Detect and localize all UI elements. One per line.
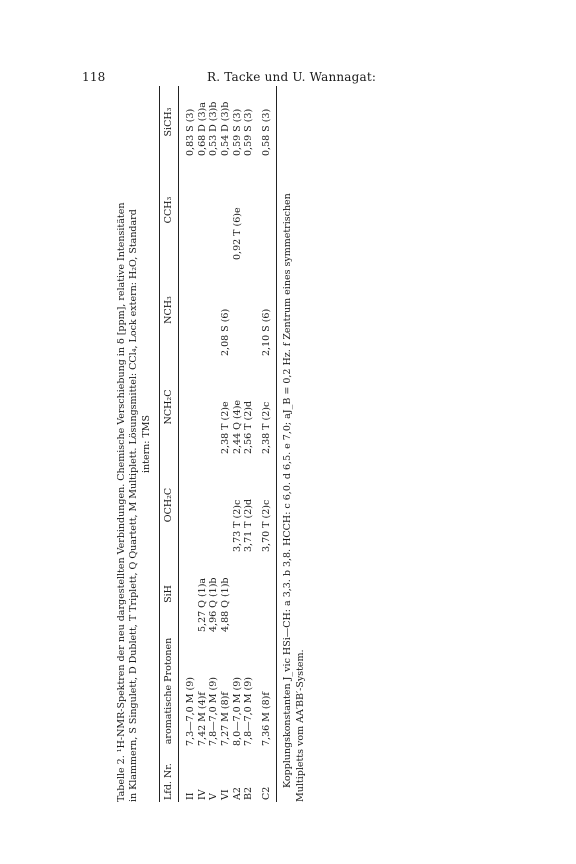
cell-sich3: 0,59 S (3) bbox=[243, 108, 255, 156]
cell-cch3 bbox=[243, 158, 255, 262]
col-header-nr: Lfd. Nr. bbox=[160, 748, 179, 802]
cell-sich3: 0,59 S (3) bbox=[231, 108, 243, 156]
cell-cch3 bbox=[220, 158, 232, 262]
cell-nr: VI bbox=[220, 789, 231, 800]
cell-aromatic: 7,27 M (8)f bbox=[220, 692, 231, 746]
cell-nch3 bbox=[197, 262, 209, 358]
cell-aromatic: 7,8—7,0 M (9) bbox=[243, 677, 255, 746]
cell-cch3: 0,92 T (6)e bbox=[231, 207, 243, 260]
rotated-table-block bbox=[116, 86, 364, 802]
table-row bbox=[243, 86, 255, 802]
cell-cch3 bbox=[179, 158, 197, 262]
cell-nch2c bbox=[179, 358, 197, 456]
table-row bbox=[220, 86, 232, 802]
table-row bbox=[208, 86, 220, 802]
cell-sih: 5,27 Q (1)a bbox=[196, 577, 208, 632]
cell-nr: A2 bbox=[231, 787, 243, 800]
cell-sih bbox=[243, 554, 255, 634]
cell-nch3: 2,08 S (6) bbox=[220, 308, 231, 356]
cell-nch2c bbox=[197, 358, 209, 456]
cell-nch3 bbox=[179, 262, 197, 358]
table-row bbox=[232, 86, 244, 802]
cell-aromatic: 7,8—7,0 M (9) bbox=[208, 677, 220, 746]
cell-aromatic: 7,3—7,0 M (9) bbox=[185, 677, 197, 746]
caption-line-3: intern: TMS bbox=[140, 414, 152, 474]
cell-sich3: 0,53 D (3)b bbox=[208, 101, 220, 156]
cell-nch2c bbox=[208, 358, 220, 456]
cell-och2c bbox=[179, 456, 197, 554]
caption-line-2: in Klammern, S Singulett, D Dublett, T Triplett, Q Quartett, M Multiplett. Lösungsmittel: CCl₄, Lock extern: H₂O, Standard bbox=[128, 209, 140, 802]
footnote-line-2: Multipletts vom AA′BB′-System. bbox=[294, 649, 306, 802]
col-header-och2c: OCH₂C bbox=[160, 456, 179, 554]
col-header-nch3: NCH₃ bbox=[160, 262, 179, 358]
cell-och2c: 3,70 T (2)c bbox=[255, 456, 277, 554]
cell-sich3: 0,54 D (3)b bbox=[220, 101, 231, 156]
col-header-cch3: CCH₃ bbox=[160, 158, 179, 262]
table-footnote bbox=[282, 86, 307, 802]
cell-nch2c: 2,38 T (2)e bbox=[220, 401, 231, 454]
table-caption bbox=[116, 86, 153, 802]
cell-nr: V bbox=[208, 793, 220, 800]
cell-nch2c: 2,38 T (2)c bbox=[255, 358, 277, 456]
col-header-sih: SiH bbox=[160, 554, 179, 634]
table-row bbox=[255, 86, 277, 802]
page-number: 118 bbox=[82, 70, 106, 84]
cell-sich3: 0,83 S (3) bbox=[185, 108, 197, 156]
cell-och2c: 3,71 T (2)d bbox=[243, 498, 255, 552]
cell-nch3 bbox=[243, 262, 255, 358]
cell-nr: II bbox=[185, 792, 197, 800]
cell-och2c bbox=[220, 456, 232, 554]
cell-sih bbox=[232, 554, 244, 634]
caption-line-1: Tabelle 2. ¹H-NMR-Spektren der neu dargestellten Verbindungen. Chemische Verschiebung in δ [ppm], relative Intensitäten bbox=[116, 202, 127, 802]
cell-nch3 bbox=[208, 262, 220, 358]
cell-och2c bbox=[208, 456, 220, 554]
cell-cch3 bbox=[208, 158, 220, 262]
footnote-line-1: Kopplungskonstanten J_vic HSi—CH: a 3,3. b 3,8. HCCH: c 6,0. d 6,5. e 7,0; aJ_B = 0,2 Hz. f Zentrum eines symmetrischen bbox=[282, 193, 294, 788]
cell-och2c: 3,73 T (2)c bbox=[231, 499, 243, 552]
table-row bbox=[179, 86, 197, 802]
cell-nr: IV bbox=[196, 789, 208, 800]
cell-sih bbox=[255, 554, 277, 634]
cell-sih: 4,88 Q (1)b bbox=[220, 577, 231, 632]
cell-nr: B2 bbox=[243, 786, 255, 800]
cell-aromatic: 7,42 M (4)f bbox=[196, 692, 208, 746]
cell-sih: 4,96 Q (1)b bbox=[208, 577, 220, 632]
col-header-aromatic: aromatische Protonen bbox=[160, 634, 179, 748]
cell-nch2c: 2,44 Q (4)e bbox=[231, 399, 243, 454]
cell-och2c bbox=[197, 456, 209, 554]
cell-aromatic: 8,0—7,0 M (9) bbox=[231, 677, 243, 746]
cell-sich3: 0,68 D (3)a bbox=[196, 102, 208, 156]
col-header-nch2c: NCH₂C bbox=[160, 358, 179, 456]
cell-sih bbox=[179, 554, 197, 634]
cell-nch2c: 2,56 T (2)d bbox=[243, 400, 255, 454]
cell-nch3: 2,10 S (6) bbox=[255, 262, 277, 358]
col-header-sich3: SiCH₃ bbox=[160, 86, 179, 158]
cell-aromatic: 7,36 M (8)f bbox=[255, 634, 277, 748]
cell-cch3 bbox=[197, 158, 209, 262]
cell-sich3: 0,58 S (3) bbox=[255, 86, 277, 158]
cell-nch3 bbox=[232, 262, 244, 358]
nmr-table bbox=[159, 86, 277, 802]
table-row bbox=[197, 86, 209, 802]
table-header-row bbox=[160, 86, 179, 802]
running-head-authors: R. Tacke und U. Wannagat: bbox=[207, 70, 377, 84]
cell-cch3 bbox=[255, 158, 277, 262]
cell-nr: C2 bbox=[255, 748, 277, 802]
